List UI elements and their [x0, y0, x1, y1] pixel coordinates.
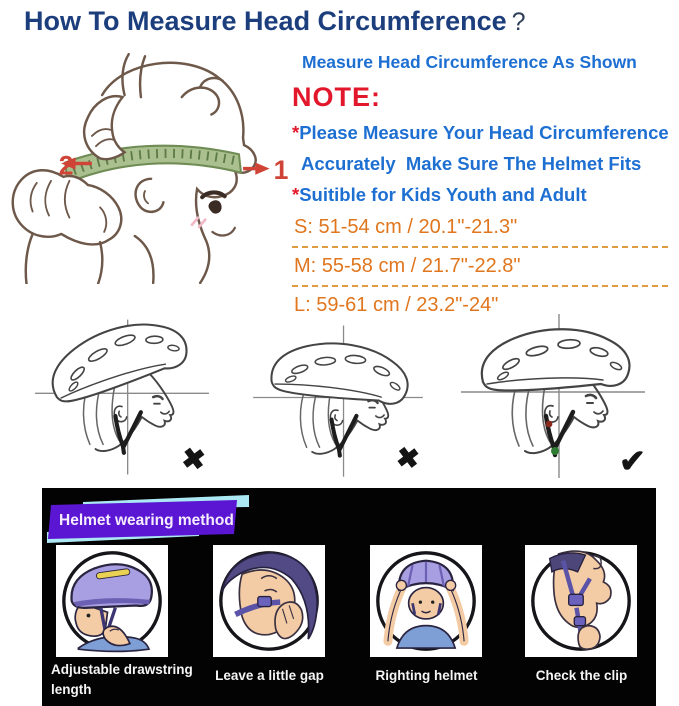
clip-illustration	[525, 545, 637, 657]
step-caption-righting: Righting helmet	[375, 668, 478, 683]
note-text: Suitible for Kids Youth and Adult	[299, 184, 587, 205]
page-title-question-mark: ?	[511, 8, 526, 36]
note-line-1	[292, 122, 674, 144]
step-caption-drawstring: Adjustable drawstring length	[51, 662, 193, 697]
tape-label-1: 1	[273, 154, 288, 185]
measure-info-column	[292, 52, 674, 324]
note-label: NOTE:	[292, 82, 381, 112]
note-asterisk: *	[292, 184, 300, 205]
step-card-drawstring	[56, 545, 168, 657]
strap-red-dot	[546, 421, 553, 428]
size-row-s: S: 51-54 cm / 20.1"-21.3"	[292, 213, 668, 248]
note-asterisk: *	[292, 122, 300, 143]
righting-illustration	[370, 545, 482, 657]
correct-mark: ✔	[619, 443, 646, 479]
note-text: Please Measure Your Head Circumference	[299, 122, 669, 143]
baby-eye	[209, 200, 222, 213]
step-card-gap	[213, 545, 325, 657]
step-card-clip	[525, 545, 637, 657]
wearing-method-banner	[47, 495, 252, 547]
tape-label-2: 2	[58, 150, 74, 181]
step-caption-clip: Check the clip	[535, 668, 628, 683]
fit-wrong-tilted-forward	[242, 320, 434, 486]
note-line-2	[292, 153, 674, 175]
size-row-m: M: 55-58 cm / 21.7"-22.8"	[292, 252, 668, 287]
wearing-method-panel	[42, 488, 656, 706]
measure-heading: Measure Head Circumference As Shown	[302, 52, 637, 72]
size-row-l: L: 59-61 cm / 23.2"-24"	[294, 294, 499, 316]
step-card-righting	[370, 545, 482, 657]
fit-correct	[450, 308, 656, 488]
chin-clip-green-dot	[551, 447, 559, 455]
wrong-mark: ✖	[394, 440, 422, 475]
measure-head-illustration	[2, 44, 288, 284]
page-title	[24, 6, 526, 37]
banner-title: Helmet wearing method	[59, 512, 234, 529]
note-text: Accurately Make Sure The Helmet Fits	[301, 153, 642, 174]
fit-wrong-tilted-back	[24, 314, 220, 484]
drawstring-illustration	[56, 545, 168, 657]
page-title-text: How To Measure Head Circumference	[24, 6, 507, 36]
step-caption-gap: Leave a little gap	[215, 668, 324, 683]
wrong-mark: ✖	[179, 442, 208, 478]
lower-hand	[13, 170, 122, 284]
gap-illustration	[213, 545, 325, 657]
note-line-3	[292, 184, 674, 206]
